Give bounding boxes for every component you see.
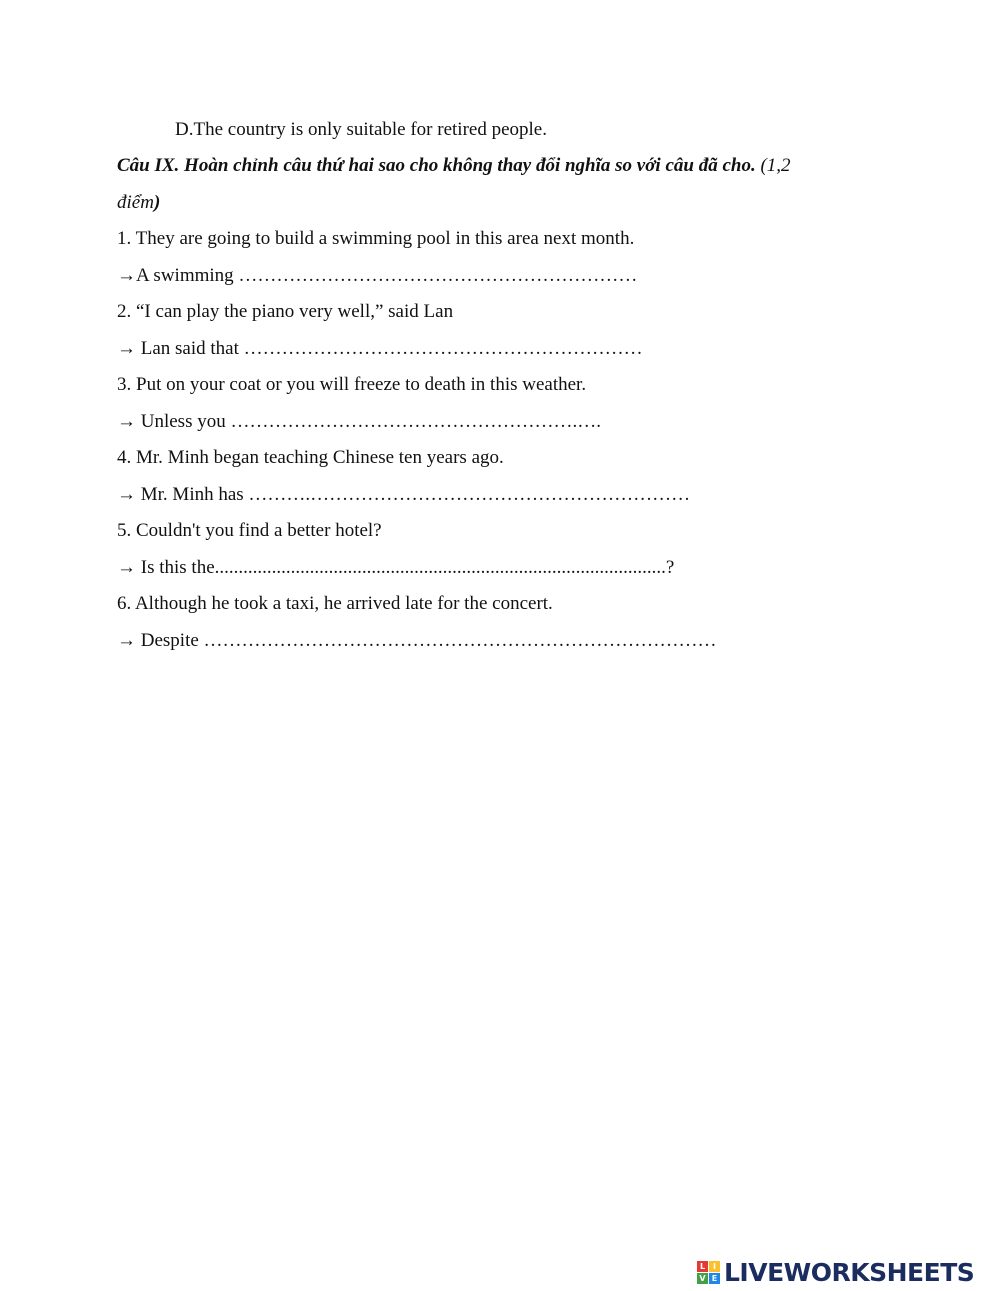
logo-wordmark: LIVEWORKSHEETS <box>724 1257 975 1287</box>
question-1-prompt: 1. They are going to build a swimming pool in this area next month. <box>117 228 635 249</box>
question-3-answer[interactable]: → Unless you ……………………………………………….…. <box>117 411 601 432</box>
liveworksheets-logo <box>697 1255 974 1289</box>
question-4-prompt: 4. Mr. Minh began teaching Chinese ten years ago. <box>117 447 504 468</box>
question-3-prompt: 3. Put on your coat or you will freeze to death in this weather. <box>117 374 587 395</box>
question-4-answer[interactable]: → Mr. Minh has ……….…………………………………………………… <box>117 484 691 505</box>
previous-option-d: D.The country is only suitable for retired people. <box>175 119 547 140</box>
section-points-unit: điểm <box>117 192 154 213</box>
section-points-close: ) <box>153 192 161 213</box>
section-points-open: ( <box>760 155 767 176</box>
question-1-answer[interactable]: →A swimming ……………………………………………………… <box>117 265 638 286</box>
logo-mark-letter: I <box>709 1261 720 1272</box>
question-6-prompt: 6. Although he took a taxi, he arrived late for the concert. <box>117 593 553 614</box>
question-6-answer[interactable]: → Despite ……………………………………………………………………… <box>117 630 717 651</box>
section-points-value: 1,2 <box>766 155 791 176</box>
logo-mark-letter: E <box>709 1273 720 1284</box>
logo-mark-letter: L <box>697 1261 708 1272</box>
section-heading-continued <box>117 191 160 215</box>
question-5-answer[interactable]: → Is this the...............................................................................................? <box>117 557 675 578</box>
section-heading <box>117 154 791 178</box>
logo-mark-letter: V <box>697 1273 708 1284</box>
question-2-answer[interactable]: → Lan said that ……………………………………………………… <box>117 338 643 359</box>
question-2-prompt: 2. “I can play the piano very well,” said Lan <box>117 301 454 322</box>
liveworksheets-logo-icon <box>697 1261 720 1284</box>
section-title: Câu IX. Hoàn chỉnh câu thứ hai sao cho không thay đổi nghĩa so với câu đã cho. <box>117 155 756 176</box>
question-5-prompt: 5. Couldn't you find a better hotel? <box>117 520 382 541</box>
